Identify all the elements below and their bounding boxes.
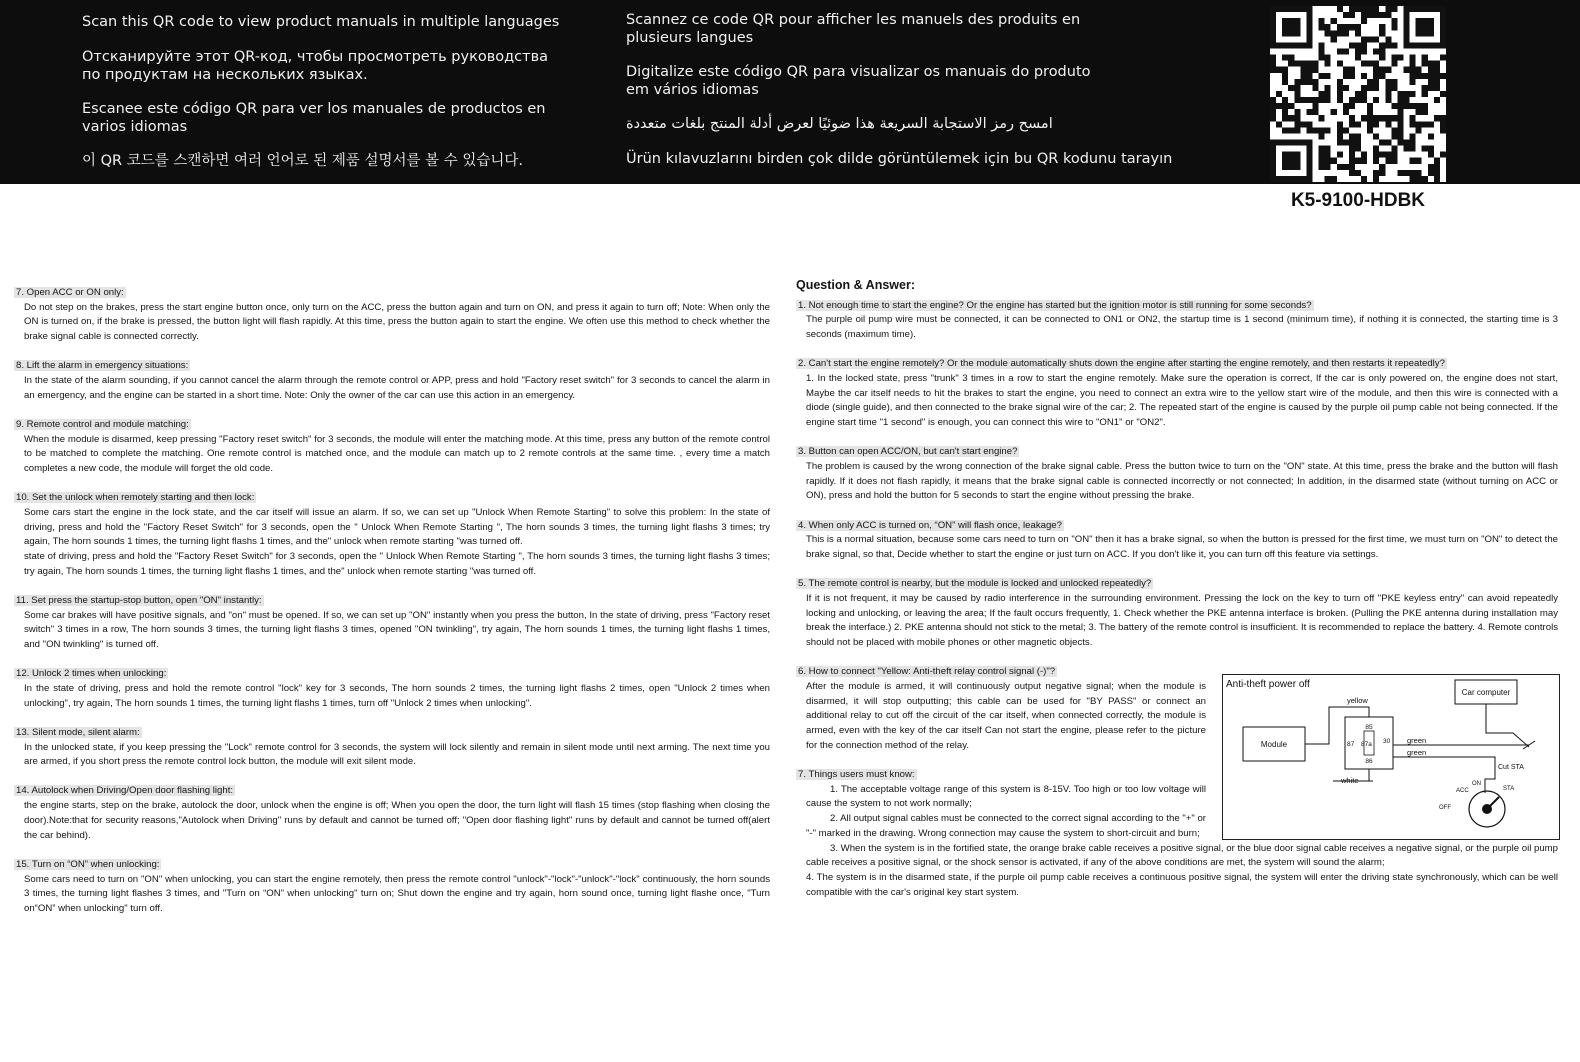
qa-question — [796, 577, 1558, 592]
q7-line-4: 4. The system is in the disarmed state, if the purple oil pump cable receives a continuous positive signal, the system will enter the driving state synchronously, which can be well compatible with the car's original key start system. — [806, 871, 1558, 898]
qa-answer: After the module is armed, it will continuously output negative signal; when the module is disarmed, it will stop outputting; this cable can be used for "BY PASS" or connect an additional relay to cut off the circuit of the car itself, when connected correctly, the module is armed, even with the key of the car itself Can not start the engine, please refer to the picture for the connection method of the relay. — [806, 680, 1206, 751]
q7-line-3: 3. When the system is in the fortified state, the orange brake cable receives a positive signal, or the blue door signal cable receives a negative signal, or the purple oil pump cable receives a positive signal, or the shock sensor is activated, if any of the above conditions are met, the system will sound the alarm; — [806, 842, 1558, 869]
qa-question — [796, 519, 1558, 534]
qa-question — [796, 357, 1558, 372]
banner-text-turkish: Ürün kılavuzlarını birden çok dilde görüntülemek için bu QR kodunu tarayın — [626, 151, 1173, 167]
module-label: Module — [1260, 740, 1288, 749]
instruction-body: the engine starts, step on the brake, autolock the door, unlock when the engine is off; When you open the door, the turn light will flash 15 times (stop flashing when closing the door).Note:that for security reasons,"Autolock when Driving" runs by default and cannot be turned off; "Open door flashing light" runs by default and cannot be turned off(alert the car behind). — [24, 800, 770, 841]
instruction-section — [14, 594, 770, 653]
instruction-body: Some car brakes will have positive signals, and "on" must be opened. If so, we can set up "ON" instantly when you press the button, In the state of driving, press "Factory reset switch" 3 times in a row, The horn sounds 3 times, the turning light flashs 3 times, opened "ON twinkling", try again, The horn sounds 1 times, the turning light flashs 1 times, and "ON twinkling" is turned off. — [24, 609, 770, 651]
banner-text-english: Scan this QR code to view product manuals in multiple languages — [82, 14, 560, 30]
qa-item — [796, 519, 1558, 563]
instruction-body: In the unlocked state, if you keep pressing the "Lock" remote control for 3 seconds, the system will lock silently and remain in silent mode until next arming. The next time you are armed, if you short press the remote control lock button, the module will exit silent mode. — [24, 741, 770, 768]
instruction-heading — [14, 418, 770, 433]
green-wire-label-1: green — [1407, 736, 1427, 745]
instruction-section — [14, 667, 770, 711]
instruction-body: When the module is disarmed, keep pressing "Factory reset switch" for 3 seconds, the module will enter the matching mode. At this time, press any button of the remote control to be matched to complete the matching. One remote control is matched once, and the module can match up to 2 remote controls at the same time. , every time a match completes a new code, the module will forget the old code. — [24, 433, 770, 475]
instruction-heading-text: 15. Turn on “ON” when unlocking: — [16, 858, 160, 870]
banner-text-french: Scannez ce code QR pour afficher les manuels des produits en plusieurs langues — [626, 12, 1081, 46]
instruction-heading — [14, 667, 770, 682]
relay-pin-85: 85 — [1365, 724, 1373, 731]
q7-line-1: 1. The acceptable voltage range of this system is 8-15V. Too high or too low voltage will cause the system to not work normally; — [806, 783, 1206, 810]
instruction-section — [14, 359, 770, 403]
instruction-heading-text: 7. Open ACC or ON only: — [16, 287, 124, 298]
qa-question-text: 3. Button can open ACC/ON, but can't start engine? — [798, 446, 1018, 458]
car-computer-label: Car computer — [1461, 688, 1511, 697]
qa-question — [796, 299, 1558, 314]
qa-title: Question & Answer: — [796, 278, 915, 292]
qa-item — [796, 357, 1558, 431]
green-wire-label-2: green — [1407, 748, 1427, 757]
q7-line-2: 2. All output signal cables must be connected to the correct signal according to the "+" or "-" marked in the drawing. Wrong connection may cause the system to short-circuit and burn; — [806, 813, 1206, 839]
relay-pin-30: 30 — [1383, 738, 1391, 745]
instruction-section — [14, 784, 770, 843]
banner-text-korean: 이 QR 코드를 스캔하면 여러 언어로 된 제품 설명서를 볼 수 있습니다. — [82, 153, 523, 169]
instruction-heading — [14, 491, 770, 506]
qa-answer: This is a normal situation, because some cars need to turn on "ON" then it has a brake signal, so when the button is pressed for the first time, we must turn on "ON" to detect the brake signal, so that, Decide whether to start the engine or just turn on ACC. If you don't like it, you can turn off this feature via settings. — [806, 534, 1558, 561]
qr-code-image[interactable] — [1270, 6, 1446, 182]
relay-pin-87a: 87a — [1361, 741, 1372, 748]
instruction-heading — [14, 726, 770, 741]
instruction-body: In the state of the alarm sounding, if you cannot cancel the alarm through the remote control or APP, press and hold "Factory reset switch" for 3 seconds to cancel the alarm in an emergency, and the engine can be started in a short time. Note: Only the owner of the car can use this action in an emergency. — [24, 375, 770, 401]
instruction-body: Some cars start the engine in the lock state, and the car itself will issue an alarm. If so, we can set up "Unlock When Remote Starting" to solve this problem: In the state of driving, press and hold the "Factory Reset Switch" for 3 seconds, open the " Unlock When Remote Starting ", The horn sounds 3 times, the turning light flashs 3 times; try again, The horn sounds 1 times, the turning light flashs 1 times, and the" unlock when remote starting "was turned off. state of driving, press and hold the "Factory Reset Switch" for 3 seconds, open the " Unlock When Remote Starting ", The horn sounds 3 times, the turning light flashs 3 times; try again, The horn sounds 1 times, the turning light flashs 1 times, and the" unlock when remote starting "was turned off. — [24, 506, 770, 577]
qa-question-text: 2. Can't start the engine remotely? Or the module automatically shuts down the engine after starting the engine remotely, and then restarts it repeatedly? — [798, 358, 1445, 370]
ignition-on: ON — [1472, 781, 1481, 787]
qa-item — [796, 445, 1558, 504]
instruction-section — [14, 726, 770, 770]
qa-question — [796, 445, 1558, 460]
instruction-heading-text: 14. Autolock when Driving/Open door flashing light: — [16, 785, 234, 797]
instruction-heading — [14, 359, 770, 374]
qa-item — [796, 299, 1558, 343]
banner-text-spanish: Escanee este código QR para ver los manuales de productos en varios idiomas — [82, 101, 546, 135]
banner-text-russian: Отсканируйте этот QR-код, чтобы просмотреть руководства по продуктам на нескольких языках. — [82, 49, 549, 83]
diagram-title: Anti-theft power off — [1226, 679, 1310, 690]
qa-question-text: 7. Things users must know: — [798, 768, 915, 780]
instruction-heading — [14, 858, 770, 873]
qa-question-text: 1. Not enough time to start the engine? Or the engine has started but the ignition motor is still running for some seconds? — [798, 299, 1312, 311]
relay-pin-87: 87 — [1347, 741, 1355, 748]
instruction-heading-text: 9. Remote control and module matching: — [16, 418, 189, 430]
green-wire-2 — [1393, 757, 1495, 763]
instruction-heading-text: 13. Silent mode, silent alarm: — [16, 726, 140, 738]
yellow-wire-label: yellow — [1347, 696, 1368, 705]
ignition-acc: ACC — [1456, 788, 1469, 794]
wiring-diagram — [1222, 674, 1560, 840]
yellow-wire — [1305, 707, 1369, 744]
qa-answer: The problem is caused by the wrong connection of the brake signal cable. Press the button twice to turn on the "ON" state. At this time, press the brake and the button will flash rapidly. If it does not flash rapidly, it means that the brake signal cable is connected incorrectly or not connected; In addition, in the disarmed state (without turning on ACC or ON), press and hold the button for 5 seconds to start the engine without pressing the brake. — [806, 461, 1558, 502]
instruction-heading-text: 8. Lift the alarm in emergency situations: — [16, 360, 189, 372]
instruction-heading-text: 11. Set press the startup-stop button, open "ON" instantly: — [16, 594, 262, 606]
instruction-body: In the state of driving, press and hold the remote control "lock" key for 3 seconds, The horn sounds 2 times, the turning light flashs 2 times, open "Unlock 2 times when unlocking", try again, The horn sounds 1 times, the turning light flashs 1 times, turn off "Unlock 2 times when unlocking". — [24, 682, 770, 709]
qa-answer: The purple oil pump wire must be connected, it can be connected to ON1 or ON2, the startup time is 1 second (minimum time), if nothing it is connected, the starting time is 3 seconds (maximum time). — [806, 314, 1558, 341]
banner-text-arabic: امسح رمز الاستجابة السريعة هذا ضوئيًا لعرض أدلة المنتج بلغات متعددة — [626, 116, 1053, 132]
instruction-heading — [14, 594, 770, 609]
instruction-section — [14, 858, 770, 917]
instruction-body: Some cars need to turn on "ON" when unlocking, you can start the engine remotely, then press the remote control "unlock"-"lock"-"unlock"-"lock" continuously, the horn sounds 3 times, the turning light flashes 3 times, and "Turn on “ON” when unlocking" turn on; Shut down the engine and try again, horn sound once, turning light flashe once, "Turn on“ON” when unlocking" turn off. — [24, 873, 770, 914]
relay-pin-86: 86 — [1365, 758, 1373, 765]
qa-question-text: 5. The remote control is nearby, but the module is locked and unlocked repeatedly? — [798, 578, 1152, 590]
instruction-section — [14, 491, 770, 579]
instruction-heading-text: 10. Set the unlock when remotely starting and then lock: — [16, 492, 255, 504]
qa-question-text: 4. When only ACC is turned on, “ON” will flash once, leakage? — [798, 519, 1062, 531]
ignition-off: OFF — [1439, 805, 1451, 811]
instruction-section — [14, 286, 770, 345]
instruction-heading-text: 12. Unlock 2 times when unlocking: — [16, 668, 167, 680]
instruction-body: Do not step on the brakes, press the start engine button once, only turn on the ACC, press the button again and turn on ON, and press it again to turn off; Note: When only the ON is turned on, if the brake is pressed, the button light will flash rapidly. At this time, press the button again to start the engine. We often use this method to check whether the brake signal cable is connected correctly. — [24, 301, 770, 343]
qa-question-text: 6. How to connect "Yellow: Anti-theft relay control signal (-)"? — [798, 666, 1056, 678]
model-number: K5-9100-HDBK — [1290, 190, 1426, 211]
qa-answer: 1. In the locked state, press "trunk" 3 times in a row to start the engine remotely. Make sure the operation is correct, If the car is only powered on, the engine does not start, Maybe the car itself needs to hit the brakes to start the engine, you need to connect an extra wire to the yellow start wire of the module, and then this wire is connected with a diode (single guide), and then connected to the brake signal wire of the car; 2. The repeated start of the engine is caused by the purple oil pump cable not being connected. If the engine start time "1 second" is enough, you can connect this wire to "ON1" or "ON2". — [806, 373, 1558, 429]
instruction-section — [14, 418, 770, 477]
ignition-sta: STA — [1503, 786, 1515, 792]
instructions-left-column — [14, 286, 770, 931]
cut-sta-label: Cut STA — [1498, 764, 1524, 771]
instruction-heading — [14, 286, 770, 301]
instruction-heading — [14, 784, 770, 799]
qa-item — [796, 577, 1558, 651]
banner-text-portuguese: Digitalize este código QR para visualizar os manuais do produto em vários idiomas — [626, 64, 1091, 98]
qa-answer: If it is not frequent, it may be caused by radio interference in the surrounding environment. Pressing the lock on the key to turn off "PKE keyless entry" can avoid repeatedly locking and unlocking, or leaving the area; If the fault occurs frequently, 1. Check whether the PKE antenna interface is broken. (Pulling the PKE antenna during installation may break the interface.) 2. PKE antenna should not stick to the metal; 3. The battery of the remote control is insufficient. It is recommended to replace the battery. 4. Remote controls should not be placed with mobile phones or other magnetic objects. — [806, 592, 1558, 649]
white-wire-label: white — [1341, 776, 1359, 785]
